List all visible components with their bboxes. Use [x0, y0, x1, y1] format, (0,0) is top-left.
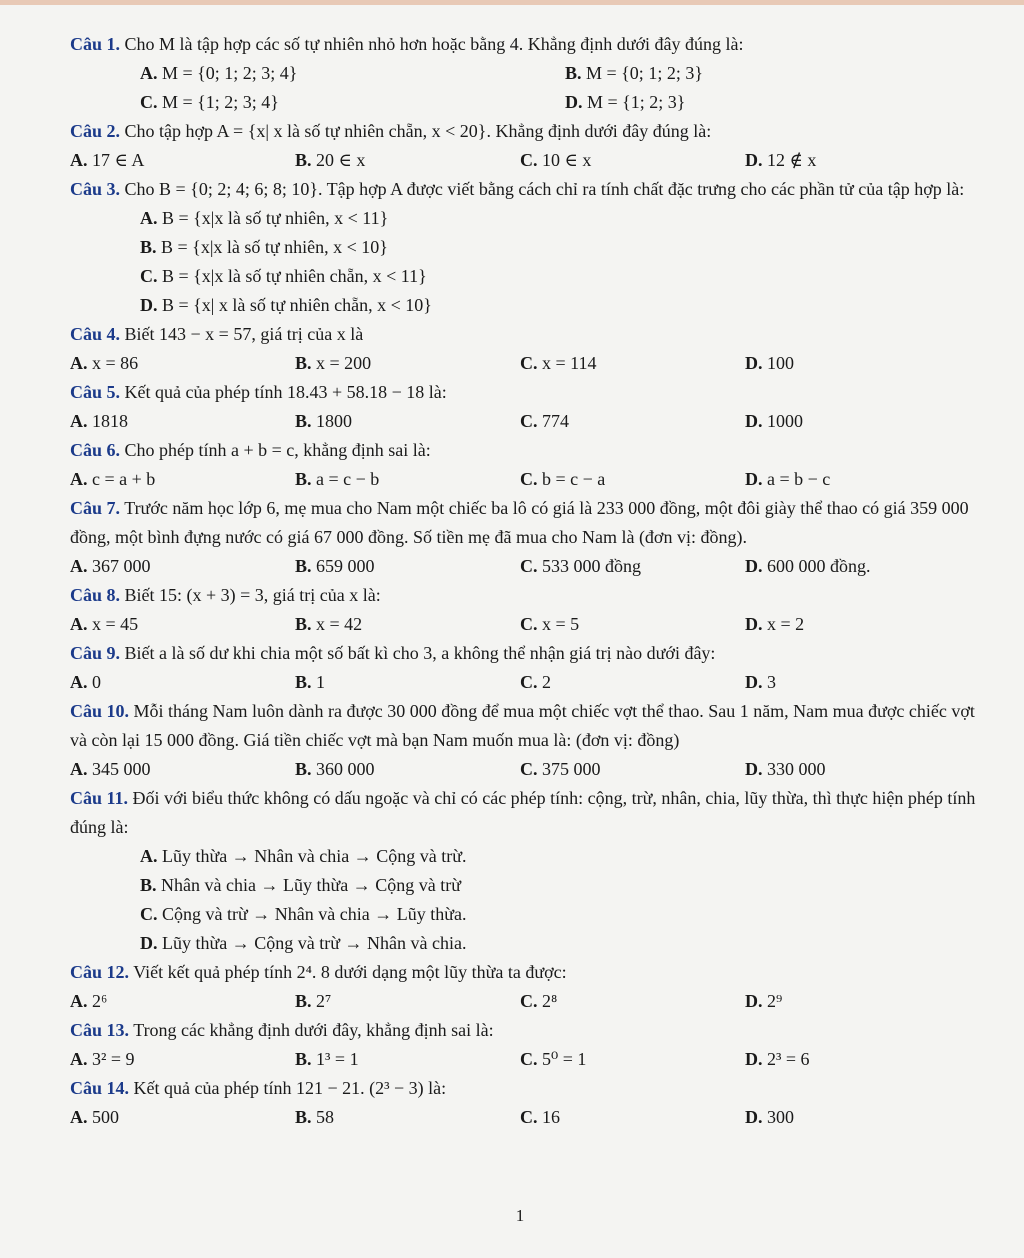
option-d: [745, 755, 970, 784]
option-letter: A.: [140, 63, 158, 83]
option-letter: C.: [140, 266, 158, 286]
options-row: [70, 610, 970, 639]
options-row: [70, 465, 970, 494]
option-letter: C.: [520, 672, 538, 692]
question-text: Biết a là số dư khi chia một số bất kì cho 3, a không thể nhận giá trị nào dưới đây:: [124, 643, 716, 663]
option-letter: D.: [565, 92, 583, 112]
option-text: a = b − c: [767, 469, 831, 489]
option-c: [520, 349, 745, 378]
option-c: [520, 987, 745, 1016]
question-text: Mỗi tháng Nam luôn dành ra được 30 000 đồng để mua một chiếc vợt thể thao. Sau 1 năm, Nam mua được chiếc vợt và còn lại 15 000 đồng. Giá tiền chiếc vợt mà bạn Nam muốn mua là: (đơn vị: đồng): [70, 701, 975, 750]
option-text: B = {x|x là số tự nhiên chẵn, x < 11}: [162, 266, 427, 286]
option-letter: B.: [295, 1049, 312, 1069]
question-5: [70, 378, 990, 436]
option-letter: A.: [70, 353, 88, 373]
question-label: Câu 7.: [70, 498, 121, 518]
options-row: [70, 1103, 970, 1132]
option-text: Lũy thừa → Nhân và chia → Cộng và trừ.: [162, 846, 467, 866]
question-text: Cho tập hợp A = {x| x là số tự nhiên chẵn, x < 20}. Khẳng định dưới đây đúng là:: [124, 121, 712, 141]
option-letter: C.: [520, 614, 538, 634]
question-7: [70, 494, 990, 581]
option-b: [295, 1103, 520, 1132]
option-letter: B.: [295, 1107, 312, 1127]
question-label: Câu 9.: [70, 643, 121, 663]
option-c: [520, 755, 745, 784]
option-letter: A.: [140, 208, 158, 228]
option-text: x = 200: [316, 353, 372, 373]
option-text: M = {1; 2; 3}: [587, 92, 686, 112]
option-text: 20 ∈ x: [316, 150, 366, 170]
question-title: [70, 378, 990, 407]
option-a: [70, 552, 295, 581]
option-letter: D.: [745, 614, 763, 634]
option-letter: D.: [140, 933, 158, 953]
option-a: [70, 146, 295, 175]
option-letter: B.: [295, 614, 312, 634]
top-edge-strip: [0, 0, 1024, 5]
option-text: 58: [316, 1107, 335, 1127]
option-text: 5⁰ = 1: [542, 1049, 587, 1069]
options-row: [70, 407, 970, 436]
option-b: [565, 59, 990, 88]
option-text: 1800: [316, 411, 353, 431]
options-column: [70, 842, 990, 958]
option-letter: C.: [520, 411, 538, 431]
options-row: [70, 987, 970, 1016]
question-label: Câu 2.: [70, 121, 121, 141]
option-text: 0: [92, 672, 101, 692]
question-title: [70, 581, 990, 610]
question-text: Biết 143 − x = 57, giá trị của x là: [124, 324, 364, 344]
option-text: 500: [92, 1107, 119, 1127]
option-text: 659 000: [316, 556, 375, 576]
question-11: [70, 784, 990, 958]
option-text: B = {x|x là số tự nhiên, x < 11}: [162, 208, 389, 228]
option-c: [520, 465, 745, 494]
option-text: Lũy thừa → Cộng và trừ → Nhân và chia.: [162, 933, 467, 953]
option-d: [745, 668, 970, 697]
option-c: [140, 88, 565, 117]
question-text: Cho M là tập hợp các số tự nhiên nhỏ hơn hoặc bằng 4. Khẳng định dưới đây đúng là:: [124, 34, 744, 54]
option-d: [745, 349, 970, 378]
option-letter: C.: [520, 353, 538, 373]
option-c: [70, 262, 990, 291]
option-letter: C.: [520, 759, 538, 779]
option-text: 3: [767, 672, 776, 692]
question-label: Câu 11.: [70, 788, 129, 808]
option-letter: D.: [745, 556, 763, 576]
question-title: [70, 30, 990, 59]
option-c: [70, 900, 990, 929]
option-b: [295, 552, 520, 581]
option-c: [520, 610, 745, 639]
option-b: [295, 1045, 520, 1074]
option-text: 2: [542, 672, 551, 692]
option-text: b = c − a: [542, 469, 606, 489]
option-c: [520, 146, 745, 175]
option-letter: B.: [295, 991, 312, 1011]
question-1: [70, 30, 990, 117]
option-d: [745, 146, 970, 175]
option-letter: C.: [140, 92, 158, 112]
question-8: [70, 581, 990, 639]
option-letter: A.: [70, 411, 88, 431]
option-text: 300: [767, 1107, 794, 1127]
question-text: Trong các khẳng định dưới đây, khẳng định sai là:: [133, 1020, 494, 1040]
question-text: Kết quả của phép tính 18.43 + 58.18 − 18 là:: [124, 382, 447, 402]
option-b: [295, 755, 520, 784]
option-letter: C.: [520, 1107, 538, 1127]
option-letter: B.: [295, 672, 312, 692]
question-10: [70, 697, 990, 784]
option-letter: B.: [140, 875, 157, 895]
question-3: [70, 175, 990, 320]
option-letter: D.: [745, 353, 763, 373]
option-c: [520, 407, 745, 436]
options-column: [70, 204, 990, 320]
option-letter: D.: [745, 1049, 763, 1069]
option-a: [70, 668, 295, 697]
question-title: [70, 436, 990, 465]
option-b: [295, 610, 520, 639]
option-d: [70, 929, 990, 958]
question-12: [70, 958, 990, 1016]
option-letter: B.: [295, 411, 312, 431]
option-a: [70, 987, 295, 1016]
option-text: 12 ∉ x: [767, 150, 817, 170]
question-title: [70, 320, 990, 349]
option-letter: D.: [745, 469, 763, 489]
option-letter: A.: [140, 846, 158, 866]
option-text: 2³ = 6: [767, 1049, 810, 1069]
option-text: M = {1; 2; 3; 4}: [162, 92, 279, 112]
option-a: [70, 610, 295, 639]
option-d: [745, 1045, 970, 1074]
option-letter: C.: [520, 1049, 538, 1069]
option-letter: A.: [70, 150, 88, 170]
option-a: [70, 349, 295, 378]
option-text: x = 5: [542, 614, 580, 634]
option-text: 100: [767, 353, 794, 373]
question-label: Câu 1.: [70, 34, 121, 54]
option-text: 360 000: [316, 759, 375, 779]
question-text: Biết 15: (x + 3) = 3, giá trị của x là:: [124, 585, 381, 605]
option-text: x = 45: [92, 614, 139, 634]
option-d: [745, 987, 970, 1016]
option-letter: A.: [70, 759, 88, 779]
option-letter: D.: [745, 672, 763, 692]
option-text: 1³ = 1: [316, 1049, 359, 1069]
option-text: 3² = 9: [92, 1049, 135, 1069]
option-text: x = 42: [316, 614, 363, 634]
option-d: [565, 88, 990, 117]
question-text: Đối với biểu thức không có dấu ngoặc và chỉ có các phép tính: cộng, trừ, nhân, chia, lũy thừa, thì thực hiện phép tính đúng là:: [70, 788, 976, 837]
question-label: Câu 3.: [70, 179, 121, 199]
option-c: [520, 552, 745, 581]
question-label: Câu 8.: [70, 585, 121, 605]
option-text: 345 000: [92, 759, 151, 779]
option-text: 2⁹: [767, 991, 783, 1011]
question-label: Câu 14.: [70, 1078, 130, 1098]
option-text: 1: [316, 672, 326, 692]
option-text: x = 114: [542, 353, 597, 373]
option-a: [70, 755, 295, 784]
option-b: [295, 668, 520, 697]
option-text: 330 000: [767, 759, 826, 779]
option-letter: C.: [520, 150, 538, 170]
question-text: Kết quả của phép tính 121 − 21. (2³ − 3) là:: [133, 1078, 447, 1098]
question-6: [70, 436, 990, 494]
option-letter: B.: [295, 759, 312, 779]
option-letter: A.: [70, 991, 88, 1011]
option-text: x = 2: [767, 614, 805, 634]
option-text: Cộng và trừ → Nhân và chia → Lũy thừa.: [162, 904, 467, 924]
option-letter: D.: [745, 991, 763, 1011]
option-c: [520, 668, 745, 697]
question-label: Câu 4.: [70, 324, 121, 344]
option-text: x = 86: [92, 353, 139, 373]
option-letter: B.: [565, 63, 582, 83]
question-label: Câu 12.: [70, 962, 130, 982]
option-letter: B.: [295, 469, 312, 489]
option-b: [295, 987, 520, 1016]
options-row: [70, 59, 990, 88]
options-row: [70, 552, 970, 581]
option-text: B = {x|x là số tự nhiên, x < 10}: [161, 237, 388, 257]
question-4: [70, 320, 990, 378]
document-page: [70, 30, 990, 1132]
option-b: [295, 465, 520, 494]
option-text: B = {x| x là số tự nhiên chẵn, x < 10}: [162, 295, 432, 315]
option-c: [520, 1103, 745, 1132]
option-d: [745, 552, 970, 581]
option-letter: A.: [70, 614, 88, 634]
option-letter: C.: [520, 469, 538, 489]
option-text: 10 ∈ x: [542, 150, 592, 170]
option-letter: A.: [70, 1107, 88, 1127]
option-d: [70, 291, 990, 320]
question-title: [70, 1074, 990, 1103]
option-a: [70, 1103, 295, 1132]
option-text: 533 000 đồng: [542, 556, 641, 576]
option-d: [745, 610, 970, 639]
option-text: 600 000 đồng.: [767, 556, 871, 576]
option-a: [140, 59, 565, 88]
option-letter: C.: [520, 991, 538, 1011]
option-letter: C.: [520, 556, 538, 576]
option-letter: A.: [70, 672, 88, 692]
question-title: [70, 958, 990, 987]
question-title: [70, 697, 990, 755]
page-number: 1: [515, 1206, 525, 1225]
question-title: [70, 117, 990, 146]
option-letter: B.: [295, 556, 312, 576]
option-text: 2⁶: [92, 991, 108, 1011]
option-text: 1000: [767, 411, 803, 431]
options-row: [70, 88, 990, 117]
options-row: [70, 1045, 970, 1074]
question-title: [70, 175, 990, 204]
option-b: [70, 871, 990, 900]
option-letter: A.: [70, 556, 88, 576]
question-text: Viết kết quả phép tính 2⁴. 8 dưới dạng một lũy thừa ta được:: [133, 962, 567, 982]
question-text: Cho B = {0; 2; 4; 6; 8; 10}. Tập hợp A được viết bằng cách chỉ ra tính chất đặc trưng cho các phần tử của tập hợp là:: [124, 179, 965, 199]
option-letter: C.: [140, 904, 158, 924]
option-a: [70, 1045, 295, 1074]
question-label: Câu 13.: [70, 1020, 130, 1040]
question-label: Câu 10.: [70, 701, 130, 721]
question-title: [70, 784, 990, 842]
options-row: [70, 755, 970, 784]
question-title: [70, 639, 990, 668]
option-text: 16: [542, 1107, 560, 1127]
option-letter: D.: [745, 759, 763, 779]
option-text: 17 ∈ A: [92, 150, 145, 170]
option-letter: D.: [745, 411, 763, 431]
question-13: [70, 1016, 990, 1074]
question-title: [70, 1016, 990, 1045]
option-a: [70, 204, 990, 233]
option-text: M = {0; 1; 2; 3}: [586, 63, 703, 83]
option-b: [295, 407, 520, 436]
question-label: Câu 6.: [70, 440, 121, 460]
option-text: c = a + b: [92, 469, 156, 489]
option-d: [745, 465, 970, 494]
option-text: 2⁸: [542, 991, 558, 1011]
option-a: [70, 842, 990, 871]
option-text: 375 000: [542, 759, 601, 779]
option-b: [70, 233, 990, 262]
option-d: [745, 1103, 970, 1132]
option-text: a = c − b: [316, 469, 380, 489]
option-a: [70, 407, 295, 436]
option-b: [295, 349, 520, 378]
options-row: [70, 349, 970, 378]
options-row: [70, 146, 970, 175]
question-text: Cho phép tính a + b = c, khẳng định sai là:: [124, 440, 431, 460]
option-letter: A.: [70, 1049, 88, 1069]
option-a: [70, 465, 295, 494]
option-b: [295, 146, 520, 175]
question-text: Trước năm học lớp 6, mẹ mua cho Nam một chiếc ba lô có giá là 233 000 đồng, một đôi giày thể thao có giá 359 000 đồng, một bình đựng nước có giá 67 000 đồng. Số tiền mẹ đã mua cho Nam là (đơn vị: đồng).: [70, 498, 969, 547]
option-letter: D.: [745, 150, 763, 170]
options-row: [70, 668, 970, 697]
question-label: Câu 5.: [70, 382, 121, 402]
option-text: Nhân và chia → Lũy thừa → Cộng và trừ: [161, 875, 461, 895]
option-text: 367 000: [92, 556, 151, 576]
question-title: [70, 494, 990, 552]
option-text: 774: [542, 411, 569, 431]
option-letter: D.: [140, 295, 158, 315]
option-letter: B.: [295, 150, 312, 170]
question-14: [70, 1074, 990, 1132]
option-text: 1818: [92, 411, 128, 431]
option-d: [745, 407, 970, 436]
option-letter: B.: [295, 353, 312, 373]
option-c: [520, 1045, 745, 1074]
question-2: [70, 117, 990, 175]
option-letter: A.: [70, 469, 88, 489]
option-text: 2⁷: [316, 991, 332, 1011]
option-text: M = {0; 1; 2; 3; 4}: [162, 63, 298, 83]
option-letter: D.: [745, 1107, 763, 1127]
question-9: [70, 639, 990, 697]
option-letter: B.: [140, 237, 157, 257]
